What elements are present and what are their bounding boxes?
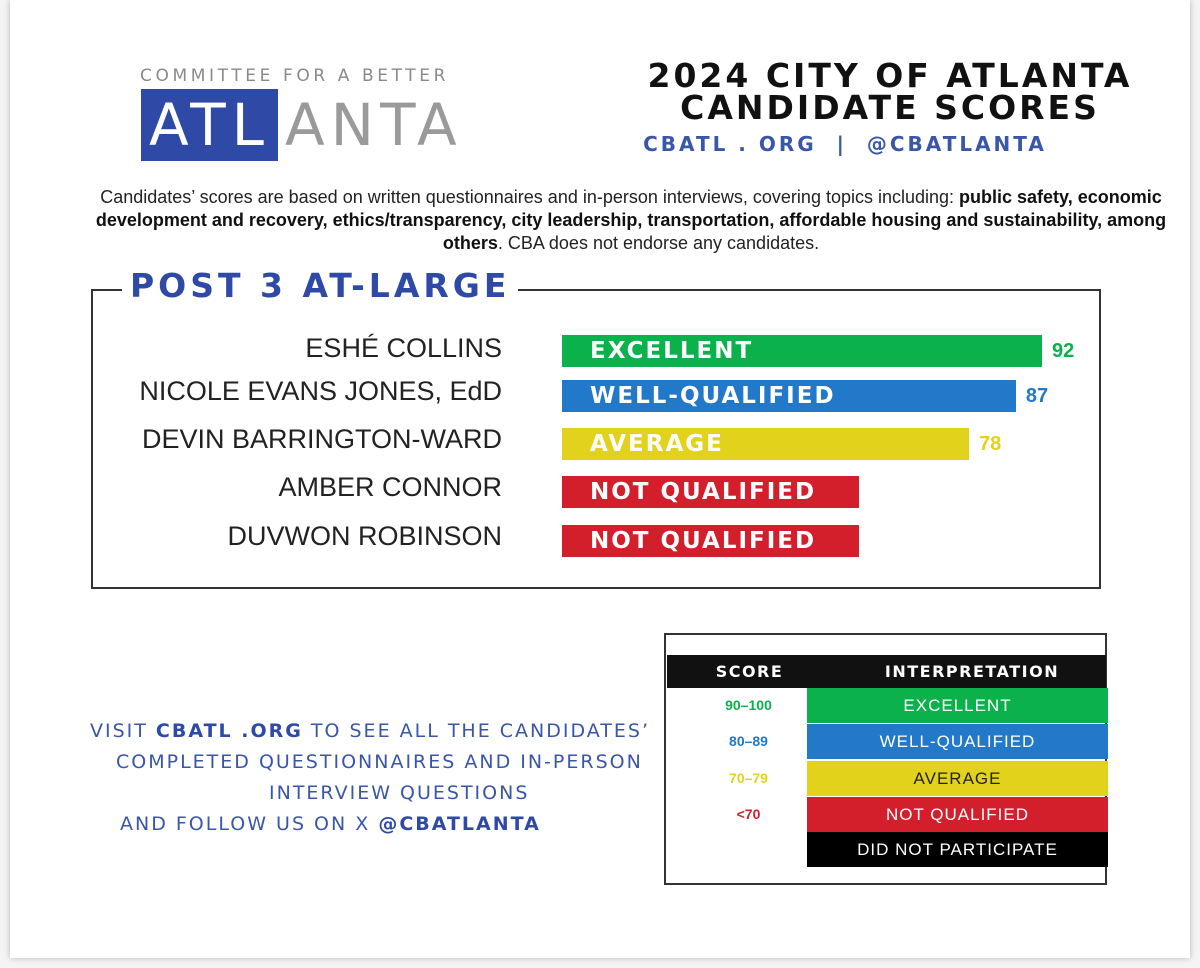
legend-interpretation: DID NOT PARTICIPATE — [807, 832, 1108, 867]
score-label: 92 — [1052, 340, 1075, 362]
intro-bold: public safety, economic development and recovery, ethics/transparency, city leadership, transportation, affordable housing and sustainability, among others — [95, 187, 1167, 253]
title-line-2: CANDIDATE SCORES — [680, 88, 1100, 127]
candidate-bar: NOT QUALIFIED — [562, 476, 859, 508]
score-legend — [664, 633, 1107, 885]
logo-atl-box: ATL — [141, 89, 278, 161]
legend-header — [667, 655, 1106, 688]
candidate-name: ESHÉ COLLINS — [305, 333, 502, 363]
page-title — [610, 56, 1170, 127]
legend-interpretation: WELL-QUALIFIED — [807, 724, 1108, 759]
candidate-bar: AVERAGE — [562, 428, 969, 460]
legend-interpretation: EXCELLENT — [807, 688, 1108, 723]
candidate-bar: EXCELLENT — [562, 335, 1042, 367]
footer-line-4-pre: AND FOLLOW US ON X — [120, 813, 379, 835]
chart-title: POST 3 AT-LARGE — [122, 266, 518, 305]
footer-note — [90, 716, 670, 840]
legend-interpretation: AVERAGE — [807, 761, 1108, 796]
footer-link[interactable]: CBATL .ORG — [155, 720, 303, 742]
footer-line-1 — [90, 716, 670, 747]
candidate-bar: WELL-QUALIFIED — [562, 380, 1016, 412]
footer-handle[interactable]: @CBATLANTA — [378, 813, 541, 835]
intro-pre: Candidates’ scores are based on written questionnaires and in-person interviews, covering topics including: — [100, 187, 960, 207]
legend-range: 80–89 — [729, 733, 768, 749]
legend-range: 70–79 — [729, 770, 768, 786]
footer-line-4 — [90, 809, 670, 840]
candidate-bar: NOT QUALIFIED — [562, 525, 859, 557]
footer-line-1-pre: VISIT — [90, 720, 156, 742]
legend-range: 90–100 — [725, 697, 772, 713]
title-line-1: 2024 CITY OF ATLANTA — [647, 56, 1133, 95]
footer-line-2: COMPLETED QUESTIONNAIRES AND IN-PERSON — [116, 751, 643, 773]
footer-line-1-post: TO SEE ALL THE CANDIDATES’ — [302, 720, 650, 742]
intro-text — [76, 186, 1186, 255]
score-label: 78 — [978, 433, 1002, 455]
legend-score-header: SCORE — [715, 662, 784, 681]
candidate-name: AMBER CONNOR — [278, 472, 502, 502]
scorecard-page — [10, 0, 1190, 958]
logo-anta-text: ANTA — [285, 91, 463, 159]
score-label: 87 — [1025, 385, 1049, 407]
intro-post: . CBA does not endorse any candidates. — [497, 233, 820, 253]
candidate-name: DUVWON ROBINSON — [227, 521, 502, 551]
candidate-name: NICOLE EVANS JONES, EdD — [139, 376, 502, 406]
footer-line-3: INTERVIEW QUESTIONS — [269, 782, 530, 804]
legend-interpretation: NOT QUALIFIED — [807, 797, 1108, 832]
candidate-name: DEVIN BARRINGTON-WARD — [141, 424, 502, 454]
logo-tagline: COMMITTEE FOR A BETTER — [140, 66, 449, 86]
legend-range: <70 — [736, 806, 761, 822]
subtitle-links: CBATL . ORG | @CBATLANTA — [643, 132, 1047, 156]
legend-interpretation-header: INTERPRETATION — [884, 662, 1060, 681]
